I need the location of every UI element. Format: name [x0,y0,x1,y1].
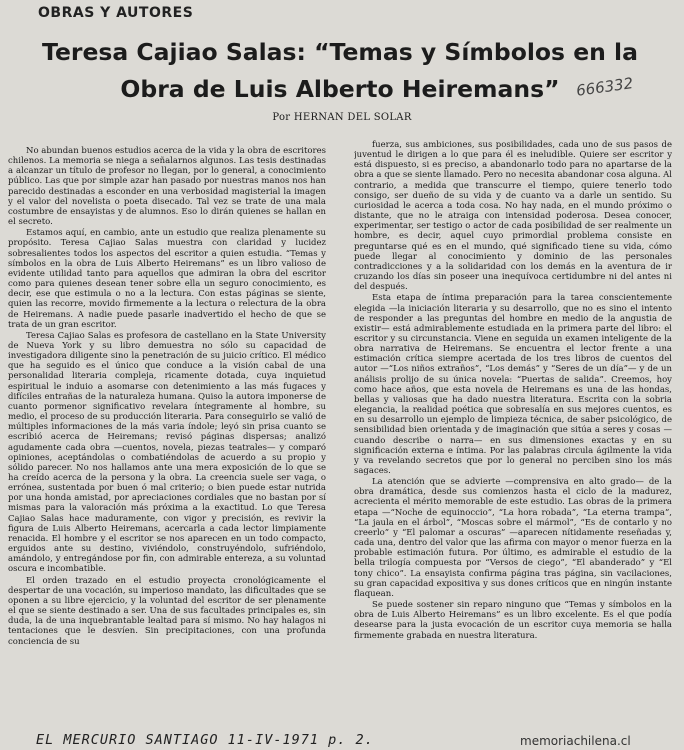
paragraph: El orden trazado en el estudio proyecta cronológicamente el despertar de una vocación, su imperioso mandato, las dificultades que se oponen a su libre ejercicio, y la voluntad del escritor de ser plenamente el que se siente destinado a ser. Una de sus facultades principales es, sin duda, la de una inquebrantable lealtad para sí mismo. No hay halagos ni tentaciones que le desvíen. Sin precipitaciones, con una profunda conciencia de su [8,575,326,647]
paragraph: No abundan buenos estudios acerca de la vida y la obra de escritores chilenos. La memoria se niega a señalarnos algunos. Las tesis destinadas a alcanzar un título de profesor no llegan, por lo general, a conocimiento público. Las que por simple azar han pasado por nuestras manos nos han parecido destinadas a esconder en una verbosidad magisterial la imagen y el valor del novelista o poeta disecado. Tal vez se trate de una mala costumbre de ensayistas y de alumnos. Eso lo dirán quienes se hallan en el secreto. [8,146,326,228]
paragraph: Se puede sostener sin reparo ninguno que “Temas y símbolos en la obra de Luis Alberto Heiremans” es un libro excelente. Es el que podía desearse para la justa evocación de un escritor cuya memoria se halla firmemente grabada en nuestra literatura. [354,600,672,641]
left-column [8,146,326,738]
source-credit[interactable]: memoriachilena.cl [520,734,631,748]
title-line-2: Obra de Luis Alberto Heiremans” [120,75,560,103]
article-title [20,34,660,108]
paragraph: fuerza, sus ambiciones, sus posibilidades, cada uno de sus pasos de juventud le dirigen a lo que para él es ineludible. Quiere ser escritor y está dispuesto, si es preciso, a abandonarlo todo para no apartarse de la obra a que se siente llamado. Pero no necesita abandonar cosa alguna. Al contrario, a medida que transcurre el tiempo, quiere tenerlo todo consigo, ser dueño de su vida y de cuanto va a darle un sentido. Su curiosidad le acerca a toda cosa. No hay nada, en el mundo próximo o distante, que no le atraiga con intensidad poderosa. Desea conocer, experimentar, ser testigo o actor de cada posibilidad de ser realmente un hombre, es decir, aquel cuyo primordial problema consiste en preguntarse qué es en el mundo, qué significado tiene su vida, cómo puede llegar al conocimiento y dominio de las personales contradicciones y a la solidaridad con los demás en la aventura de ir cruzando los días sin poseer una inequívoca certidumbre ni del antes ni del después. [354,140,672,293]
paragraph: Estamos aquí, en cambio, ante un estudio que realiza plenamente su propósito. Teresa Cajiao Salas muestra con claridad y lucidez sobresalientes todos los aspectos del escritor a quien estudia. “Temas y símbolos en la obra de Luis Alberto Heiremans” es un libro valioso de evidente utilidad tanto para aquellos que admiran la obra del escritor como para quienes desean tener sobre ella un seguro conocimiento, es decir, ese que estimula o no a la lectura. Con estas páginas se siente, quien las recorre, movido firmemente a la lectura o relectura de la obra de Heiremans. A nadie puede pasarle inadvertido el hecho de que se trata de un gran escritor. [8,228,326,330]
paragraph: La atención que se advierte —comprensiva en alto grado— de la obra dramática, desde sus comienzos hasta el ciclo de la madurez, acrecienta el mérito memorable de este estudio. Las obras de la primera etapa —“Noche de equinoccio”, “La hora robada”, “La eterna trampa”, “La jaula en el árbol”, “Moscas sobre el mármol”, “Es de contarlo y no creerlo” y “El palomar a oscuras” —aparecen nítidamente reseñadas y, cada una, dentro del valor que las afirma con mayor o menor fuerza en la probable estimación futura. Por último, es admirable el estudio de la bella trilogía compuesta por “Versos de ciego”, “El abanderado” y “El tony chico”. La ensayista confirma página tras página, sin vacilaciones, su gran capacidad expositiva y sus dones críticos que en ningún instante flaquean. [354,477,672,599]
handwritten-source-note: EL MERCURIO SANTIAGO 11-IV-1971 p. 2. [36,732,374,748]
catalog-number: 666332 [575,74,635,100]
paragraph: Esta etapa de íntima preparación para la tarea conscientemente elegida —la iniciación literaria y su desarrollo, que no es sino el intento de responder a las preguntas del hombre en medio de la angustia de existir— está admirablemente estudiada en la primera parte del libro: el escritor y su circunstancia. Viene en seguida un examen inteligente de la obra narrativa de Heiremans. Se encuentra el lector frente a una estimación crítica siempre acertada de los tres libros de cuentos del autor —“Los niños extraños”, “Los demás” y “Seres de un día”— y de un análisis prolijo de su única novela: “Puertas de salida”. Creemos, hoy como hace años, que esta novela de Heiremans es una de las hondas, bellas y valiosas que ha dado nuestra literatura. Escrita con la sobria elegancia, la realidad poética que sobresalía en sus mejores cuentos, es en su desarrollo un ejemplo de limpieza técnica, de saber psicológico, de sensibilidad bien orientada y de imaginación que sitúa a seres y cosas —cuando describe o narra— en sus dimensiones exactas y en su significación externa e íntima. Por las palabras circula ágilmente la vida y va revelando secretos que por lo general no perciben sino los más sagaces. [354,293,672,476]
right-column [354,140,672,730]
paragraph: Teresa Cajiao Salas es profesora de castellano en la State University de Nueva York y su libro demuestra no sólo su capacidad de investigadora diligente sino la penetración de su juicio crítico. El médico que ha seguido es el único que conduce a la visión cabal de una personalidad literaria compleja, ricamente dotada, cuya inquietud espiritual le induio a asomarse con detenimiento a las más fugaces y difíciles entrañas de la naturaleza humana. Quiso la autora imponerse de cuanto pormenor significativo revelara íntegramente al hombre, su medio, el proceso de su producción literaria. Para conseguirlo se valió de múltiples informaciones de la más varia índole; leyó sin prisa cuanto se escribió acerca de Heiremans; revisó páginas dispersas; analizó agudamente cada obra —cuentos, novela, piezas teatrales— y comparó opiniones, aceptándolas o combatiéndolas de acuerdo a su propio y sólido parecer. No nos hallamos ante una mera exposición de lo que se ha creído acerca de la persona y la obra. La creencia suele ser vaga, o errónea, sustentada por buen ó mal criterio; o bien puede estar nutrida por una honda amistad, por apreciaciones cordiales que no bastan por sí mismas para la valoración más próxima a la exactitud. Lo que Teresa Cajiao Salas hace maduramente, con vigor y precisión, es revivir la figura de Luis Alberto Heiremans, acercarla a cada lector limpiamente renacida. El hombre y el escritor se nos aparecen en un todo compacto, erguidos ante su destino, viviéndolo, construyéndolo, sufriéndolo, amándolo, y entregándose por fin, con admirable entereza, a su voluntad oscura e incombatible. [8,330,326,575]
title-line-1: Teresa Cajiao Salas: “Temas y Símbolos en la [42,38,638,66]
byline: Por HERNAN DEL SOLAR [272,112,412,123]
section-heading: OBRAS Y AUTORES [38,5,194,21]
